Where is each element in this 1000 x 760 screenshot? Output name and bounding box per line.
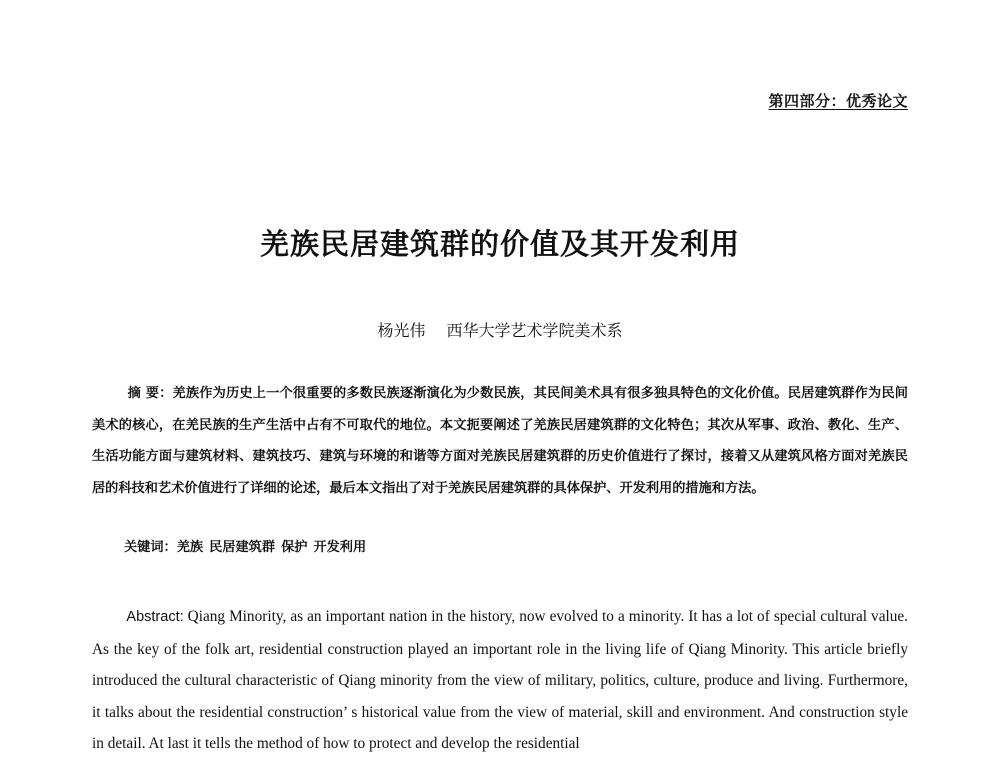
chinese-abstract-text: 羌族作为历史上一个很重要的多数民族逐渐演化为少数民族，其民间美术具有很多独具特色的文化价值。民居建筑群作为民间美术的核心，在羌民族的生产生活中占有不可取代的地位。本文扼要阐述了羌族民居建筑群的文化特色；其次从军事、政治、教化、生产、生活功能方面与建筑材料、建筑技巧、建筑与环境的和谐等方面对羌族民居建筑群的历史价值进行了探讨，接着又从建筑风格方面对羌族民居的科技和艺术价值进行了详细的论述，最后本文指出了对于羌族民居建筑群的具体保护、开发利用的措施和方法。 xyxy=(92,386,908,496)
english-abstract xyxy=(92,601,908,760)
chinese-abstract xyxy=(92,378,908,504)
keyword: 羌族 xyxy=(176,540,204,555)
english-abstract-label: Abstract: xyxy=(126,609,184,625)
author-name: 杨光伟 xyxy=(377,321,426,340)
keyword: 保护 xyxy=(281,540,308,555)
keyword: 民居建筑群 xyxy=(209,540,276,555)
paper-title: 羌族民居建筑群的价值及其开发利用 xyxy=(259,227,740,261)
section-header: 第四部分：优秀论文 xyxy=(768,92,908,110)
english-abstract-text: Qiang Minority, as an important nation in the history, now evolved to a minority. It has a lot of special cultural value. As the key of the folk art, residential construction played an important role in the living life of Qiang Minority. This article briefly introduced the cultural characteristic of Qiang minority from the view of military, politics, culture, produce and living. Furthermore, it talks about the residential construction’ s historical value from the view of material, skill and environment. And construction style in detail. At last it tells the method of how to protect and develop the residential xyxy=(92,608,909,752)
keywords-label: 关键词： xyxy=(124,540,177,555)
author-line xyxy=(0,318,1000,341)
chinese-abstract-label: 摘 要： xyxy=(127,386,173,401)
keyword: 开发利用 xyxy=(313,540,367,555)
author-affiliation: 西华大学艺术学院美术系 xyxy=(446,321,623,340)
keywords-line xyxy=(124,536,904,560)
